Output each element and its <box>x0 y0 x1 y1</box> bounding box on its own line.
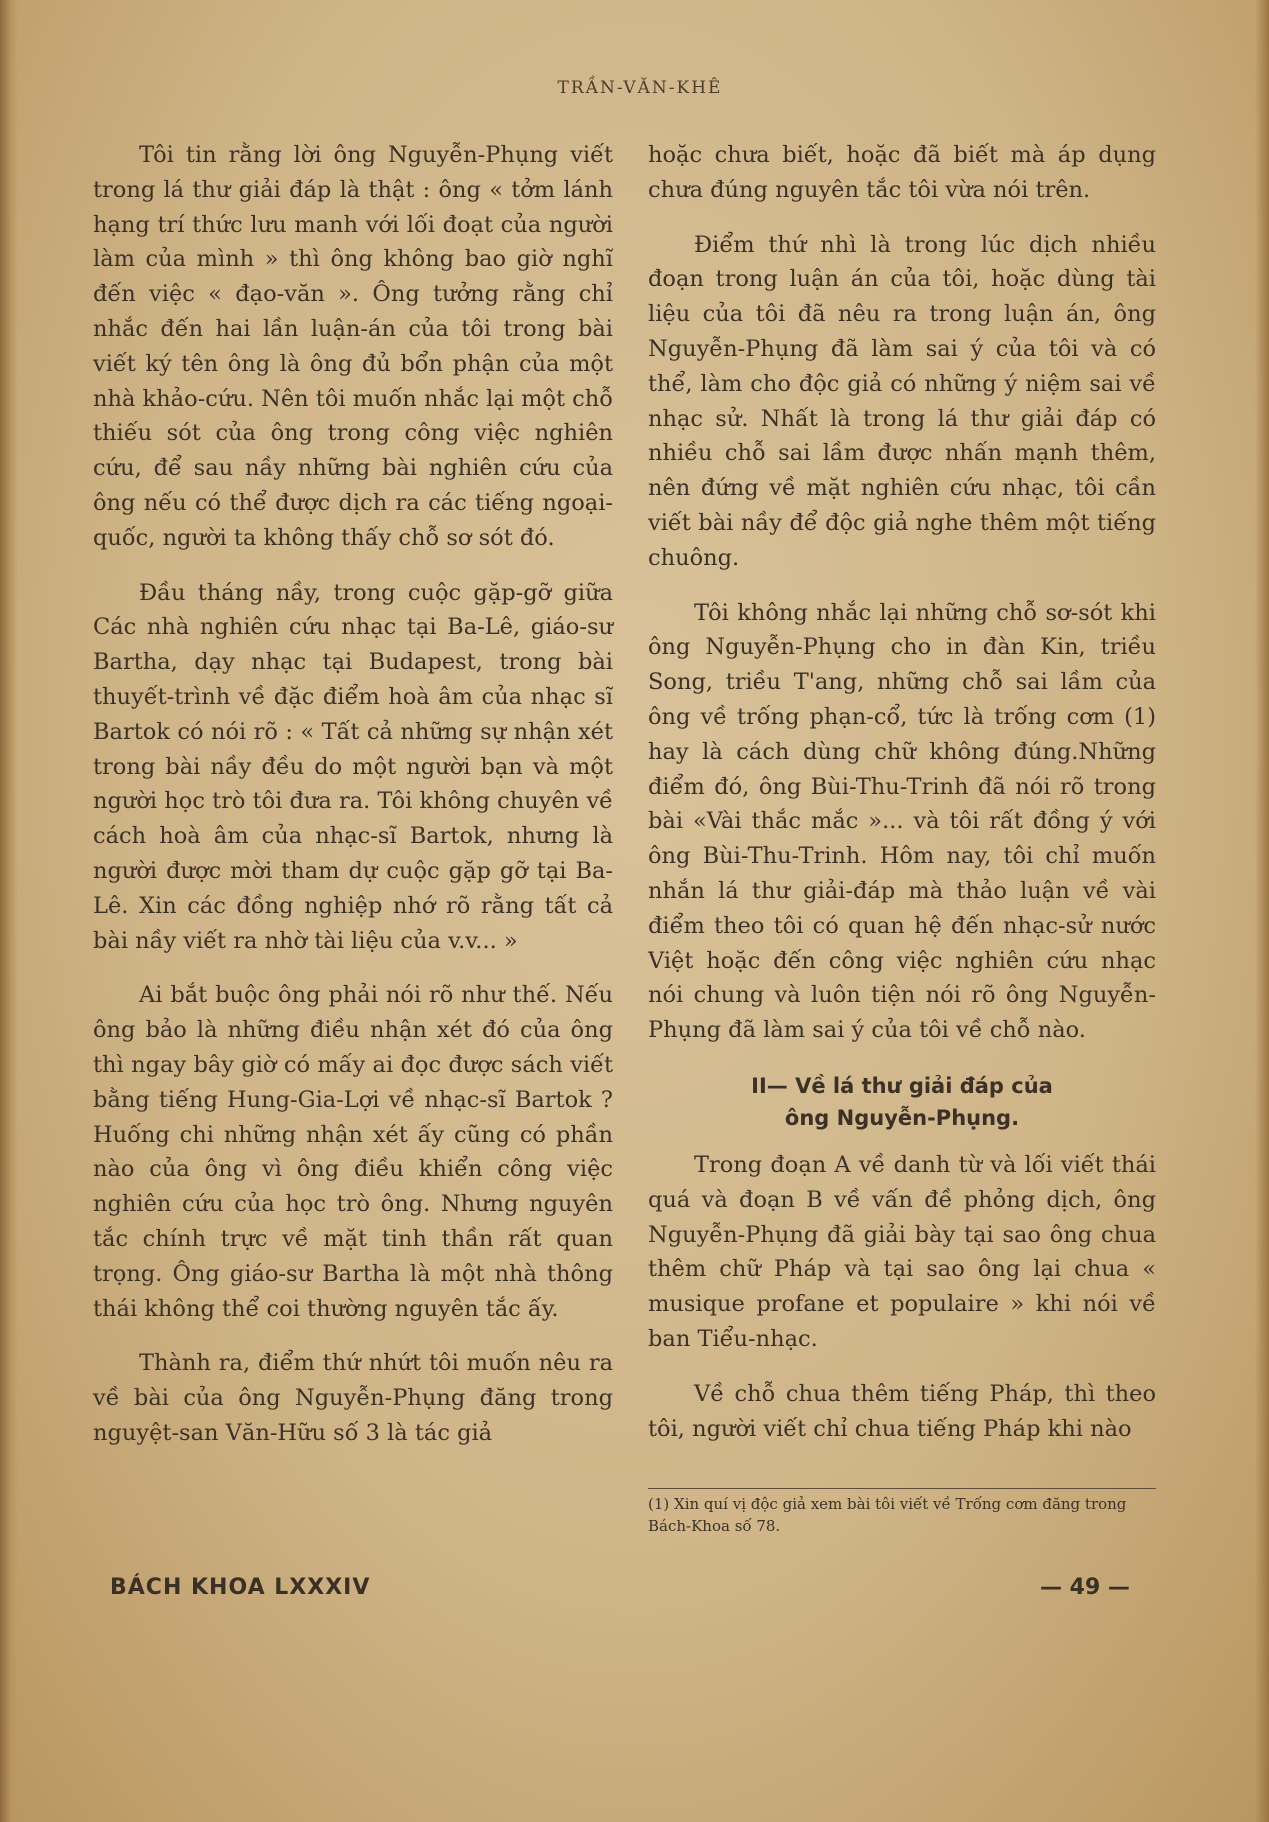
paragraph: Điểm thứ nhì là trong lúc dịch nhiều đoạn trong luận án của tôi, hoặc dùng tài liệu của tôi đã nêu ra trong luận án, ông Nguyễn-Phụng đã làm sai ý của tôi và có thể, làm cho độc giả có những ý niệm sai về nhạc sử. Nhất là trong lá thư giải đáp có nhiều chỗ sai lầm được nhấn mạnh thêm, nên đứng về mặt nghiên cứu nhạc, tôi cần viết bài nầy để độc giả nghe thêm một tiếng chuông. <box>648 231 1156 571</box>
page-number: — 49 — <box>1040 1575 1130 1600</box>
right-column <box>648 138 1156 1466</box>
section-heading-line2: ông Nguyễn-Phụng. <box>784 1105 1020 1130</box>
paragraph: hoặc chưa biết, hoặc đã biết mà áp dụng chưa đúng nguyên tắc tôi vừa nói trên. <box>648 142 1156 203</box>
section-heading-line1: II— Về lá thư giải đáp của <box>751 1073 1053 1098</box>
paragraph: Về chỗ chua thêm tiếng Pháp, thì theo tôi, người viết chỉ chua tiếng Pháp khi nào <box>648 1380 1156 1442</box>
paragraph: Ai bắt buộc ông phải nói rõ như thế. Nếu ông bảo là những điều nhận xét đó của ông thì ngay bây giờ có mấy ai đọc được sách viết bằng tiếng Hung-Gia-Lợi về nhạc-sĩ Bartok ? Huống chi những nhận xét ấy cũng có phần nào của ông vì ông điều khiển công việc nghiên cứu của học trò ông. Nhưng nguyên tắc chính trực về mặt tinh thần rất quan trọng. Ông giáo-sư Bartha là một nhà thông thái không thể coi thường nguyên tắc ấy. <box>93 982 613 1322</box>
footnote: (1) Xin quí vị độc giả xem bài tôi viết về Trống cơm đăng trong Bách-Khoa số 78. <box>648 1488 1156 1537</box>
paragraph: Tôi tin rằng lời ông Nguyễn-Phụng viết trong lá thư giải đáp là thật : ông « tởm lánh hạng trí thức lưu manh với lối đoạt của người làm của mình » thì ông không bao giờ nghĩ đến việc « đạo-văn ». Ông tưởng rằng chỉ nhắc đến hai lần luận-án của tôi trong bài viết ký tên ông là ông đủ bổn phận của một nhà khảo-cứu. Nên tôi muốn nhắc lại một chỗ thiếu sót của ông trong công việc nghiên cứu, để sau nầy những bài nghiên cứu của ông nếu có thể được dịch ra các tiếng ngoại-quốc, người ta không thấy chỗ sơ sót đó. <box>93 142 613 551</box>
section-heading <box>648 1070 1156 1134</box>
publication-footer: BÁCH KHOA LXXXIV <box>110 1575 371 1600</box>
paragraph: Thành ra, điểm thứ nhứt tôi muốn nêu ra về bài của ông Nguyễn-Phụng đăng trong nguyệt-san Văn-Hữu số 3 là tác giả <box>93 1350 613 1446</box>
left-column <box>93 138 613 1471</box>
paragraph: Đầu tháng nầy, trong cuộc gặp-gỡ giữa Các nhà nghiên cứu nhạc tại Ba-Lê, giáo-sư Bartha, dạy nhạc tại Budapest, trong bài thuyết-trình về đặc điểm hoà âm của nhạc sĩ Bartok có nói rõ : « Tất cả những sự nhận xét trong bài nầy đều do một người bạn và một người học trò tôi đưa ra. Tôi không chuyên về cách hoà âm của nhạc-sĩ Bartok, nhưng là người được mời tham dự cuộc gặp gỡ tại Ba-Lê. Xin các đồng nghiệp nhớ rõ rằng tất cả bài nầy viết ra nhờ tài liệu của v.v... » <box>93 579 613 954</box>
running-head: TRẦN-VĂN-KHÊ <box>557 78 723 98</box>
page-edge-right <box>1255 0 1269 1822</box>
page-edge-left <box>0 0 18 1822</box>
paragraph: Trong đoạn A về danh từ và lối viết thái quá và đoạn B về vấn đề phỏng dịch, ông Nguyễn-Phụng đã giải bày tại sao ông chua thêm chữ Pháp và tại sao ông lại chua « musique profane et populaire » khi nói về ban Tiểu-nhạc. <box>648 1151 1156 1352</box>
paragraph: Tôi không nhắc lại những chỗ sơ-sót khi ông Nguyễn-Phụng cho in đàn Kin, triều Song, triều T'ang, những chỗ sai lầm của ông về trống phạn-cổ, tức là trống cơm (1) hay là cách dùng chữ không đúng.Những điểm đó, ông Bùi-Thu-Trinh đã nói rõ trong bài «Vài thắc mắc »... và tôi rất đồng ý với ông Bùi-Thu-Trinh. Hôm nay, tôi chỉ muốn nhắn lá thư giải-đáp mà thảo luận về vài điểm theo tôi có quan hệ đến nhạc-sử nước Việt hoặc đến công việc nghiên cứu nhạc nói chung và luôn tiện nói rõ ông Nguyễn-Phụng đã làm sai ý của tôi về chỗ nào. <box>648 599 1156 1044</box>
